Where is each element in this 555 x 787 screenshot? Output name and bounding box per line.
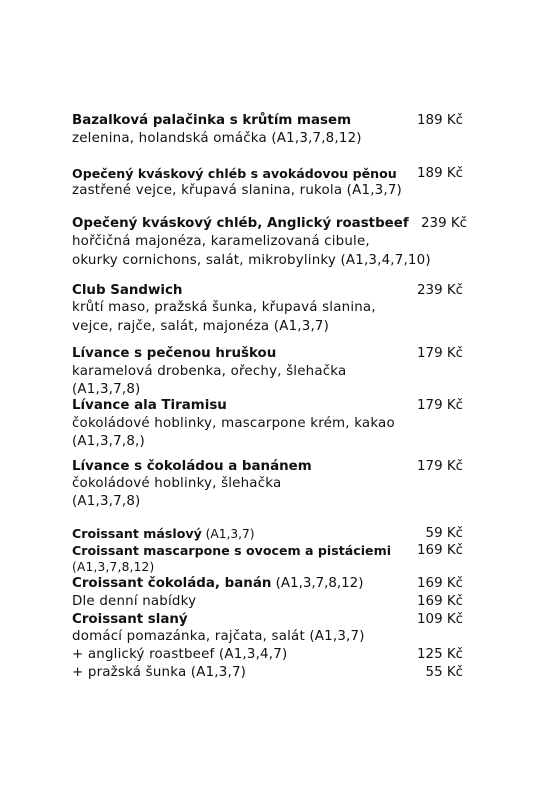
- item-price: 239 Kč: [417, 283, 463, 298]
- item-allergens: (A1,3,7): [201, 527, 255, 541]
- item-description: zelenina, holandská omáčka (A1,3,7,8,12): [72, 131, 362, 146]
- item-addon: + anglický roastbeef (A1,3,4,7): [72, 647, 288, 662]
- item-name: Club Sandwich: [72, 283, 183, 298]
- croissant-item: [72, 611, 464, 628]
- item-price: 179 Kč: [417, 346, 463, 361]
- item-description: okurky cornichons, salát, mikrobylinky (A1,3,4,7,10): [72, 253, 431, 268]
- item-price: 179 Kč: [417, 398, 463, 413]
- item-price: 189 Kč: [417, 166, 463, 181]
- item-description: Dle denní nabídky: [72, 594, 197, 609]
- item-price: 169 Kč: [417, 576, 463, 591]
- item-description: zastřené vejce, křupavá slanina, rukola (A1,3,7): [72, 183, 402, 198]
- item-name: Lívance s pečenou hruškou: [72, 346, 277, 361]
- item-description: hořčičná majonéza, karamelizovaná cibule,: [72, 234, 370, 249]
- item-price: 189 Kč: [417, 113, 463, 128]
- item-price: 169 Kč: [417, 594, 463, 609]
- menu-item-title: [72, 458, 464, 475]
- item-name: Croissant máslový: [72, 526, 202, 541]
- item-name: Opečený kváskový chléb, Anglický roastbeef: [72, 216, 409, 231]
- item-price: 55 Kč: [425, 665, 463, 680]
- item-price: 179 Kč: [417, 459, 463, 474]
- item-price: 59 Kč: [425, 526, 463, 541]
- item-allergens: (A1,3,7,8,12): [271, 576, 364, 591]
- menu-item-title: [72, 215, 464, 232]
- item-description: karamelová drobenka, ořechy, šlehačka: [72, 364, 347, 379]
- menu-item-title: [72, 112, 464, 129]
- item-name: Bazalková palačinka s krůtím masem: [72, 113, 352, 128]
- item-price: 125 Kč: [417, 647, 463, 662]
- item-name: Lívance ala Tiramisu: [72, 398, 227, 413]
- item-description: domácí pomazánka, rajčata, salát (A1,3,7): [72, 629, 365, 644]
- croissant-item: [72, 575, 464, 592]
- item-price: 169 Kč: [417, 543, 463, 558]
- item-name: Croissant čokoláda, banán: [72, 576, 272, 591]
- item-description: krůtí maso, pražská šunka, křupavá slanina,: [72, 300, 376, 315]
- item-price: 109 Kč: [417, 612, 463, 627]
- item-name: Opečený kváskový chléb s avokádovou pěnou: [72, 166, 397, 181]
- item-description: vejce, rajče, salát, majonéza (A1,3,7): [72, 319, 330, 334]
- item-description: (A1,3,7,8): [72, 494, 141, 509]
- item-description: (A1,3,7,8): [72, 382, 141, 397]
- menu-item-title: [72, 282, 464, 299]
- item-price: 239 Kč: [421, 216, 467, 231]
- item-name: Croissant slaný: [72, 612, 188, 627]
- item-allergens: (A1,3,7,8,12): [72, 560, 155, 574]
- menu-item-title: [72, 397, 464, 414]
- menu-item-title: [72, 345, 464, 362]
- item-name: Croissant mascarpone s ovocem a pistáciemi: [72, 543, 392, 558]
- item-addon: + pražská šunka (A1,3,7): [72, 665, 247, 680]
- item-description: čokoládové hoblinky, šlehačka: [72, 476, 282, 491]
- croissant-item: [72, 525, 464, 543]
- item-description: (A1,3,7,8,): [72, 434, 145, 449]
- item-name: Lívance s čokoládou a banánem: [72, 459, 312, 474]
- item-description: čokoládové hoblinky, mascarpone krém, kakao: [72, 416, 395, 431]
